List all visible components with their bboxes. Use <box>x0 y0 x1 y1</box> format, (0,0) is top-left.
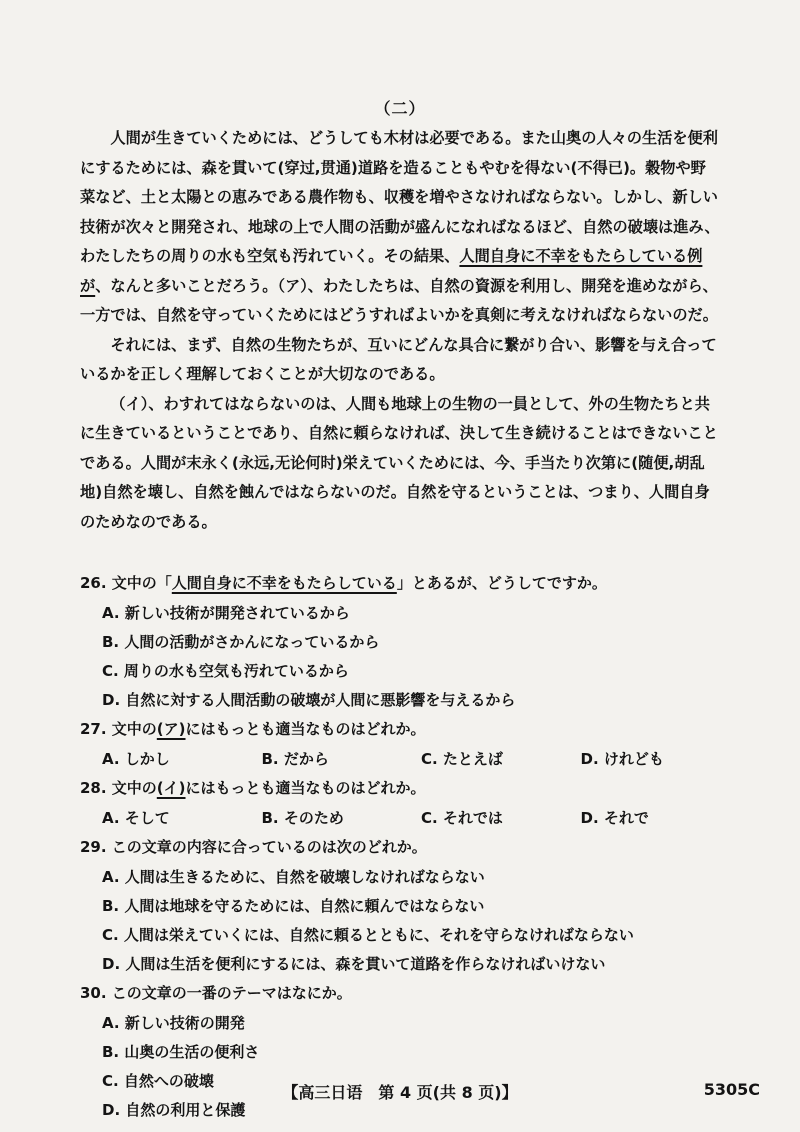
option-d: D. 人間は生活を便利にするには、森を貫いて道路を作らなければいけない <box>102 955 606 973</box>
passage-p1-text-b: 、なんと多いことだろう。（ア）、わたしたちは、自然の資源を利用し、開発を進めながら、一方では、自然を守っていくためにはどうすればよいかを真剣に考えなければならないのだ。 <box>80 276 718 324</box>
option-a: A. 新しい技術の開発 <box>102 1014 245 1032</box>
option-d: D. 自然に対する人間活動の破壊が人間に悪影響を与えるから <box>102 691 516 709</box>
question-stem: 29. この文章の内容に合っているのは次のどれか。 <box>80 838 427 856</box>
passage-p1-text-a: 人間が生きていくためには、どうしても木材は必要である。また山奥の人々の生活を便利にするためには、森を貫いて(穿过,贯通)道路を造ることもやむを得ない(不得已)。穀物や野菜など、土と太陽との恵みである農作物も、収穫を増やさなければならない。しかし、新しい技術が次々と開発され、地球の上で人間の活動が盛んになればなるほど、自然の破壊は進み、わたしたちの周りの水も空気も汚れていく。その結果、 <box>80 129 720 265</box>
option-b: B. 人間は地球を守るためには、自然に頼んではならない <box>102 897 485 915</box>
stem-underlined: (イ) <box>156 779 186 797</box>
question-stem <box>80 570 740 600</box>
passage-paragraph-2: それには、まず、自然の生物たちが、互いにどんな具合に繋がり合い、影響を与え合っているかを正しく理解しておくことが大切なのである。 <box>80 335 717 383</box>
option-grid <box>80 1010 740 1126</box>
option-b: B. そのため <box>261 809 344 827</box>
option-a: A. 人間は生きるために、自然を破壊しなければならない <box>102 868 485 886</box>
footer-page-label: 【高三日语 第 4 页(共 8 页)】 <box>282 1083 518 1102</box>
option-d: D. それで <box>580 809 649 827</box>
option-a: A. 新しい技術が開発されているから <box>102 604 350 622</box>
option-a: A. しかし <box>102 750 170 768</box>
stem-text-a: 27. 文中の <box>80 720 157 738</box>
question-stem <box>80 775 740 805</box>
question-27 <box>80 716 740 775</box>
option-c: C. それでは <box>421 809 503 827</box>
reading-passage <box>80 124 720 537</box>
option-c: C. 自然への破壊 <box>102 1072 214 1090</box>
stem-text-b: にはもっとも適当なものはどれか。 <box>185 779 426 797</box>
stem-text-a: 28. 文中の <box>80 779 157 797</box>
question-26 <box>80 570 740 716</box>
stem-text-b: にはもっとも適当なものはどれか。 <box>185 720 426 738</box>
question-stem <box>80 716 740 746</box>
option-row <box>80 805 740 834</box>
option-b: B. 山奥の生活の便利さ <box>102 1043 260 1061</box>
option-b: B. 人間の活動がさかんになっているから <box>102 633 380 651</box>
stem-underlined: 人間自身に不幸をもたらしている <box>171 574 397 592</box>
option-c: C. 周りの水も空気も汚れているから <box>102 662 349 680</box>
question-30 <box>80 980 740 1126</box>
option-d: D. 自然の利用と保護 <box>102 1101 246 1119</box>
passage-underlined-phrase: 人間自身に不幸をもたらしている例が <box>80 247 703 295</box>
question-28 <box>80 775 740 834</box>
passage-paragraph-1 <box>80 124 720 331</box>
question-stem: 30. この文章の一番のテーマはなにか。 <box>80 984 352 1002</box>
option-row <box>80 746 740 775</box>
section-title: （二） <box>374 99 426 118</box>
option-d: D. けれども <box>580 750 664 768</box>
footer-exam-code: 5305C <box>703 1080 760 1099</box>
question-list <box>80 570 740 1126</box>
stem-text-a: 26. 文中の「 <box>80 574 172 592</box>
stem-text-b: 」とあるが、どうしてですか。 <box>396 574 607 592</box>
question-29 <box>80 834 740 980</box>
passage-paragraph-3: （イ）、わすれてはならないのは、人間も地球上の生物の一員として、外の生物たちと共に生きているということであり、自然に頼らなければ、決して生き続けることはできないことである。人間が末永く(永远,无论何时)栄えていくためには、今、手当たり次第に(随便,胡乱地)自然を壊し、自然を蝕んではならないのだ。自然を守るということは、つまり、人間自身のためなのである。 <box>80 394 718 531</box>
stem-underlined: (ア) <box>156 720 186 738</box>
option-c: C. 人間は栄えていくには、自然に頼るとともに、それを守らなければならない <box>102 926 634 944</box>
option-b: B. だから <box>261 750 329 768</box>
option-a: A. そして <box>102 809 170 827</box>
option-c: C. たとえば <box>421 750 503 768</box>
